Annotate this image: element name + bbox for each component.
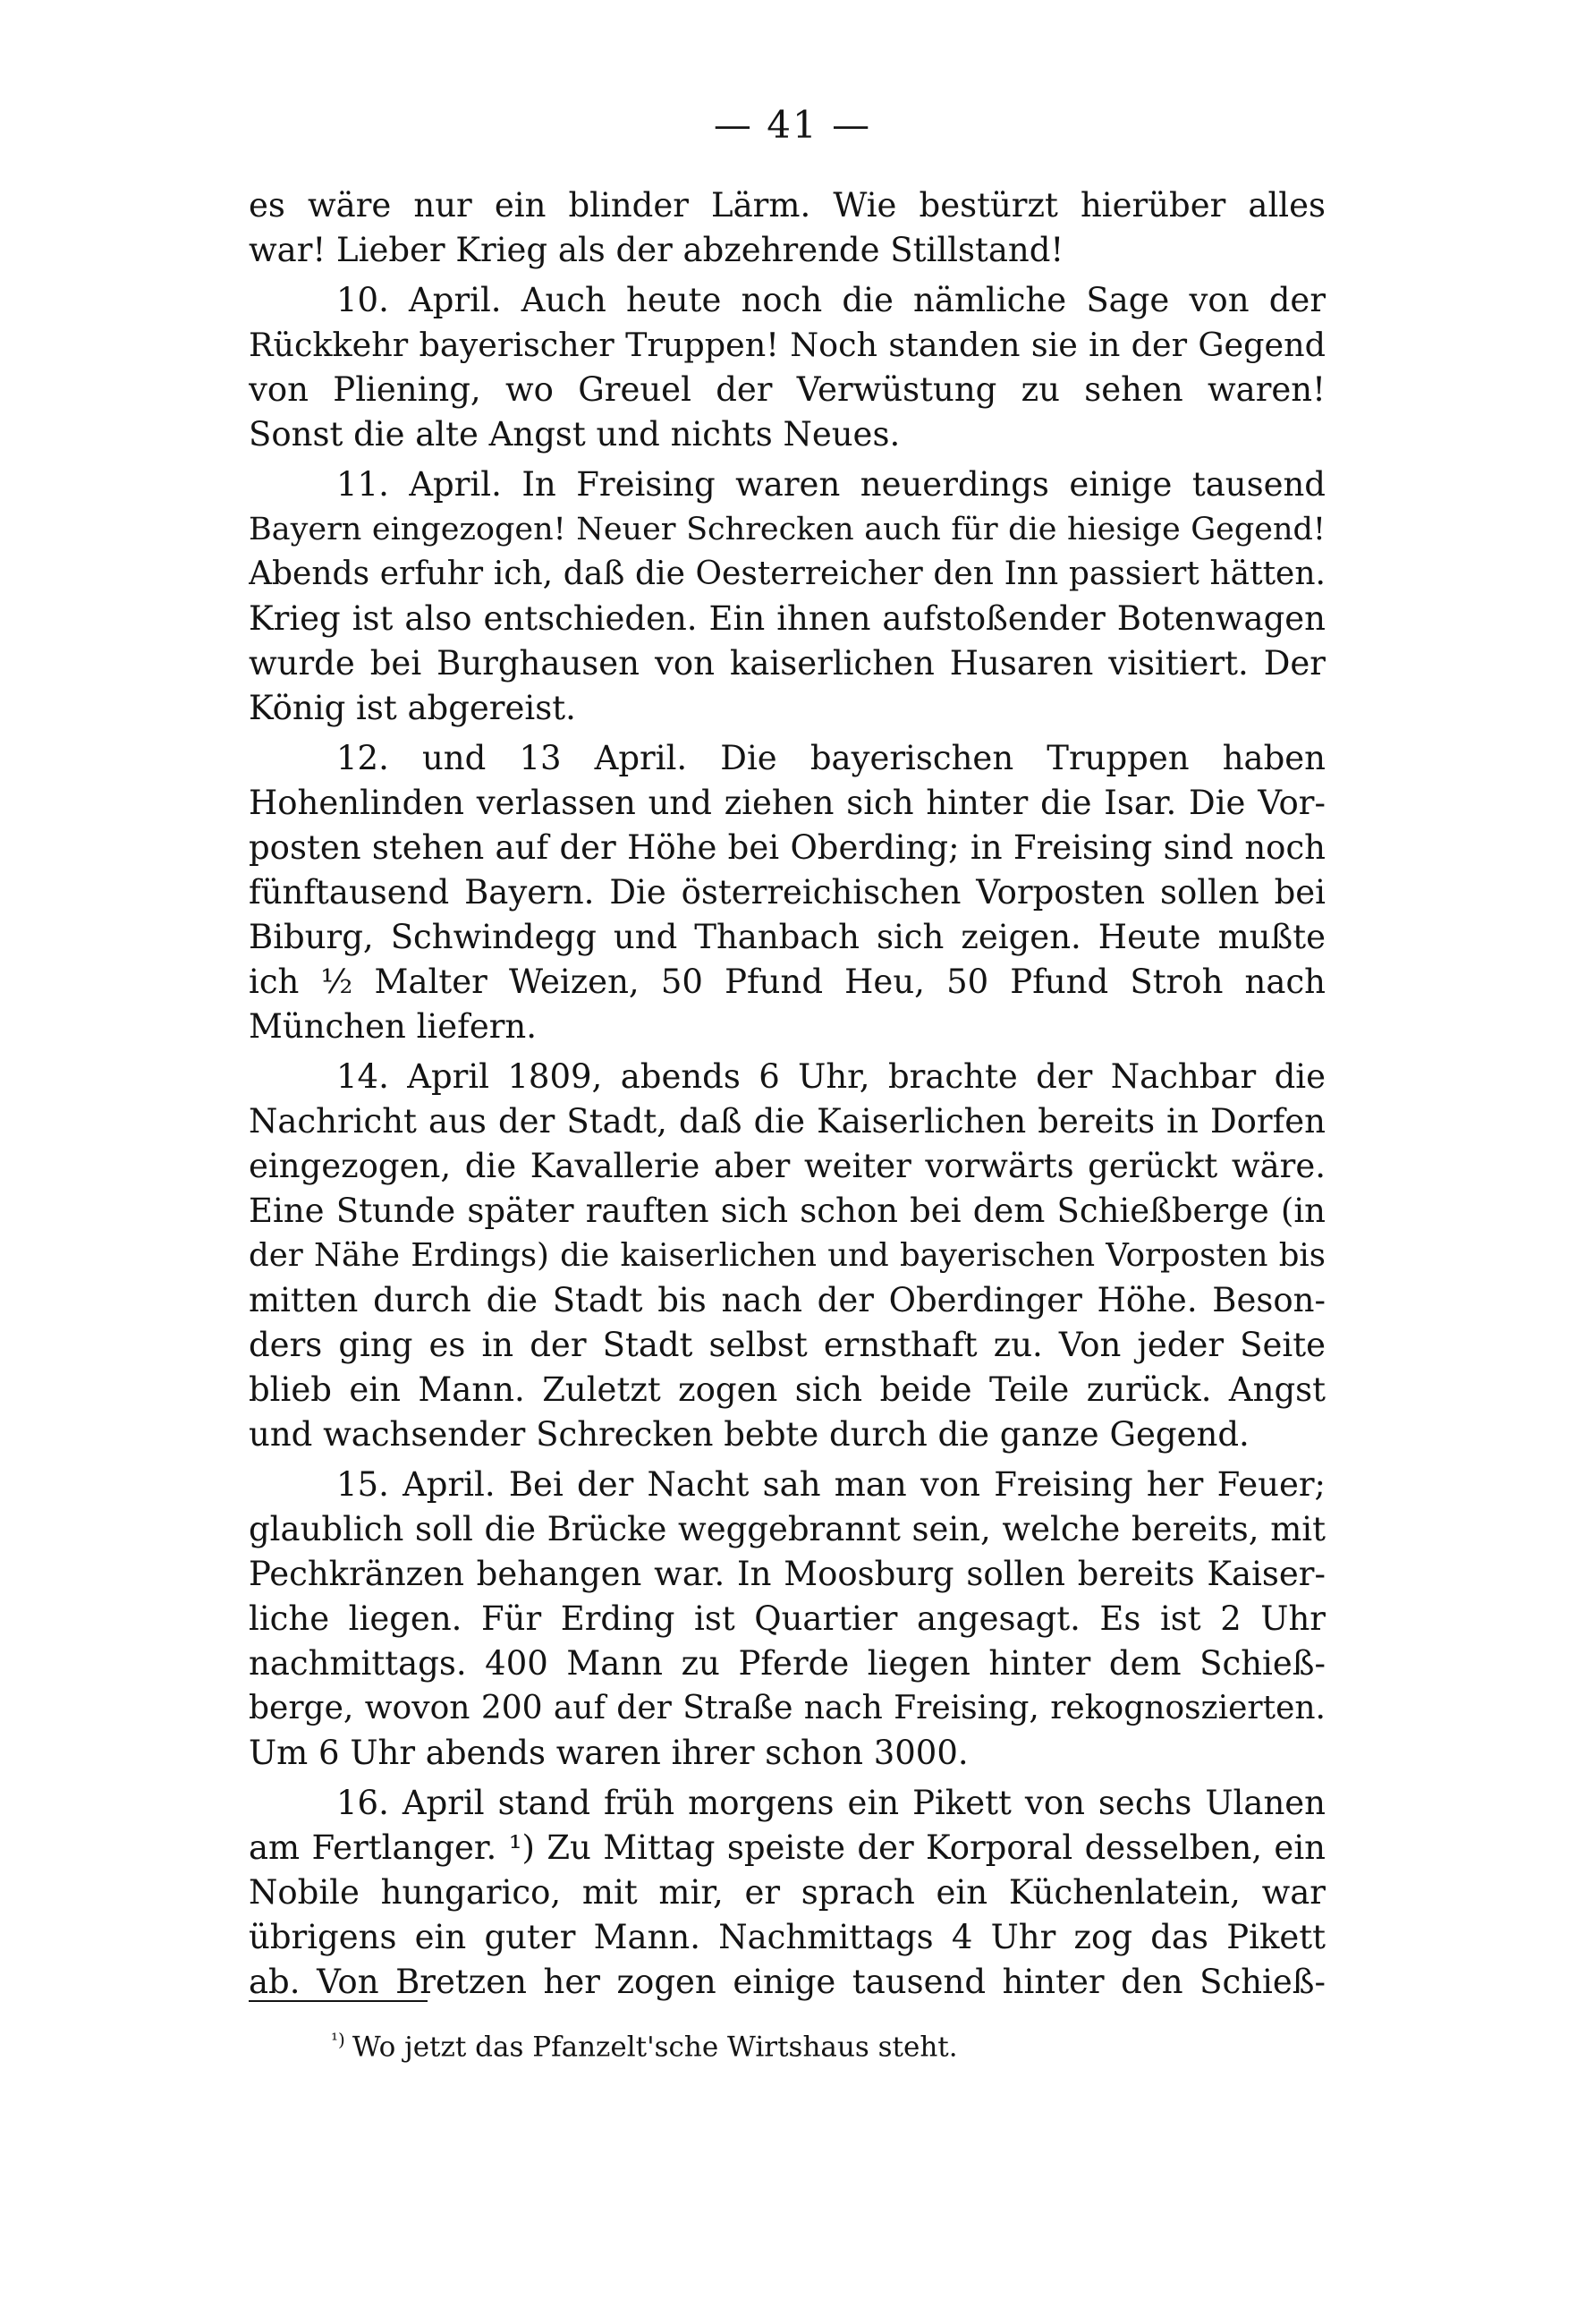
footnote: [331, 2020, 958, 2066]
text-line: liche liegen. Für Erding ist Quartier angesagt. Es ist 2 Uhr: [249, 1599, 1326, 1638]
page-number: — 41 —: [713, 103, 872, 147]
text-line: und wachsender Schrecken bebte durch die ganze Gegend.: [249, 1415, 1250, 1454]
text-line: 14. April 1809, abends 6 Uhr, brachte der Nachbar die: [336, 1057, 1326, 1096]
text-line: 11. April. In Freising waren neuerdings einige tausend: [336, 465, 1326, 504]
text-line: Hohenlinden verlassen und ziehen sich hinter die Isar. Die Vor-: [249, 784, 1326, 822]
text-line: 12. und 13 April. Die bayerischen Truppen haben: [336, 739, 1326, 777]
text-line: Pechkränzen behangen war. In Moosburg sollen bereits Kaiser-: [249, 1555, 1326, 1593]
text-line: von Pliening, wo Greuel der Verwüstung zu sehen waren!: [249, 370, 1326, 409]
text-line: mitten durch die Stadt bis nach der Oberdinger Höhe. Beson-: [249, 1281, 1326, 1319]
footnote-divider: [249, 2000, 428, 2002]
text-line: ab. Von Bretzen her zogen einige tausend hinter den Schieß-: [249, 1963, 1326, 2001]
text-line: 15. April. Bei der Nacht sah man von Freising her Feuer;: [336, 1465, 1326, 1504]
text-line: 16. April stand früh morgens ein Pikett von sechs Ulanen: [336, 1784, 1326, 1822]
text-line: Bayern eingezogen! Neuer Schrecken auch für die hiesige Gegend!: [249, 512, 1326, 547]
text-line: posten stehen auf der Höhe bei Oberding; in Freising sind noch: [249, 828, 1326, 867]
text-line: war! Lieber Krieg als der abzehrende Stillstand!: [249, 231, 1064, 269]
text-line: wurde bei Burghausen von kaiserlichen Husaren visitiert. Der: [249, 644, 1326, 683]
footnote-text: Wo jetzt das Pfanzelt'sche Wirtshaus steht.: [352, 2031, 958, 2064]
text-line: am Fertlanger. ¹) Zu Mittag speiste der Korporal desselben, ein: [249, 1828, 1326, 1867]
text-line: Eine Stunde später rauften sich schon bei dem Schießberge (in: [249, 1192, 1326, 1230]
text-line: Rückkehr bayerischer Truppen! Noch standen sie in der Gegend: [249, 326, 1326, 364]
text-line: es wäre nur ein blinder Lärm. Wie bestürzt hierüber alles: [249, 186, 1326, 225]
text-line: München liefern.: [249, 1007, 538, 1046]
text-line: Krieg ist also entschieden. Ein ihnen aufstoßender Botenwagen: [249, 599, 1326, 638]
text-line: König ist abgereist.: [249, 689, 576, 727]
text-line: übrigens ein guter Mann. Nachmittags 4 Uhr zog das Pikett: [249, 1918, 1326, 1956]
text-line: Biburg, Schwindegg und Thanbach sich zeigen. Heute mußte: [249, 918, 1326, 956]
text-line: glaublich soll die Brücke weggebrannt sein, welche bereits, mit: [249, 1510, 1326, 1548]
body-text: [249, 183, 1326, 2005]
text-line: ders ging es in der Stadt selbst ernsthaft zu. Von jeder Seite: [249, 1326, 1326, 1364]
text-line: eingezogen, die Kavallerie aber weiter vorwärts gerückt wäre.: [249, 1147, 1326, 1185]
text-line: nachmittags. 400 Mann zu Pferde liegen hinter dem Schieß-: [249, 1644, 1326, 1683]
text-line: blieb ein Mann. Zuletzt zogen sich beide Teile zurück. Angst: [249, 1370, 1326, 1409]
text-line: Nachricht aus der Stadt, daß die Kaiserlichen bereits in Dorfen: [249, 1102, 1326, 1141]
text-line: fünftausend Bayern. Die österreichischen Vorposten sollen bei: [249, 873, 1326, 912]
text-line: ich ½ Malter Weizen, 50 Pfund Heu, 50 Pfund Stroh nach: [249, 963, 1326, 1001]
text-line: 10. April. Auch heute noch die nämliche Sage von der: [336, 281, 1326, 319]
text-line: Um 6 Uhr abends waren ihrer schon 3000.: [249, 1734, 969, 1772]
text-line: Abends erfuhr ich, daß die Oesterreicher den Inn passiert hätten.: [249, 556, 1326, 592]
text-line: Sonst die alte Angst und nichts Neues.: [249, 415, 901, 454]
text-line: Nobile hungarico, mit mir, er sprach ein Küchenlatein, war: [249, 1873, 1326, 1912]
footnote-mark: ¹): [331, 2029, 345, 2050]
text-line: der Nähe Erdings) die kaiserlichen und bayerischen Vorposten bis: [249, 1237, 1326, 1274]
text-line: berge, wovon 200 auf der Straße nach Freising, rekognoszierten.: [249, 1690, 1326, 1726]
